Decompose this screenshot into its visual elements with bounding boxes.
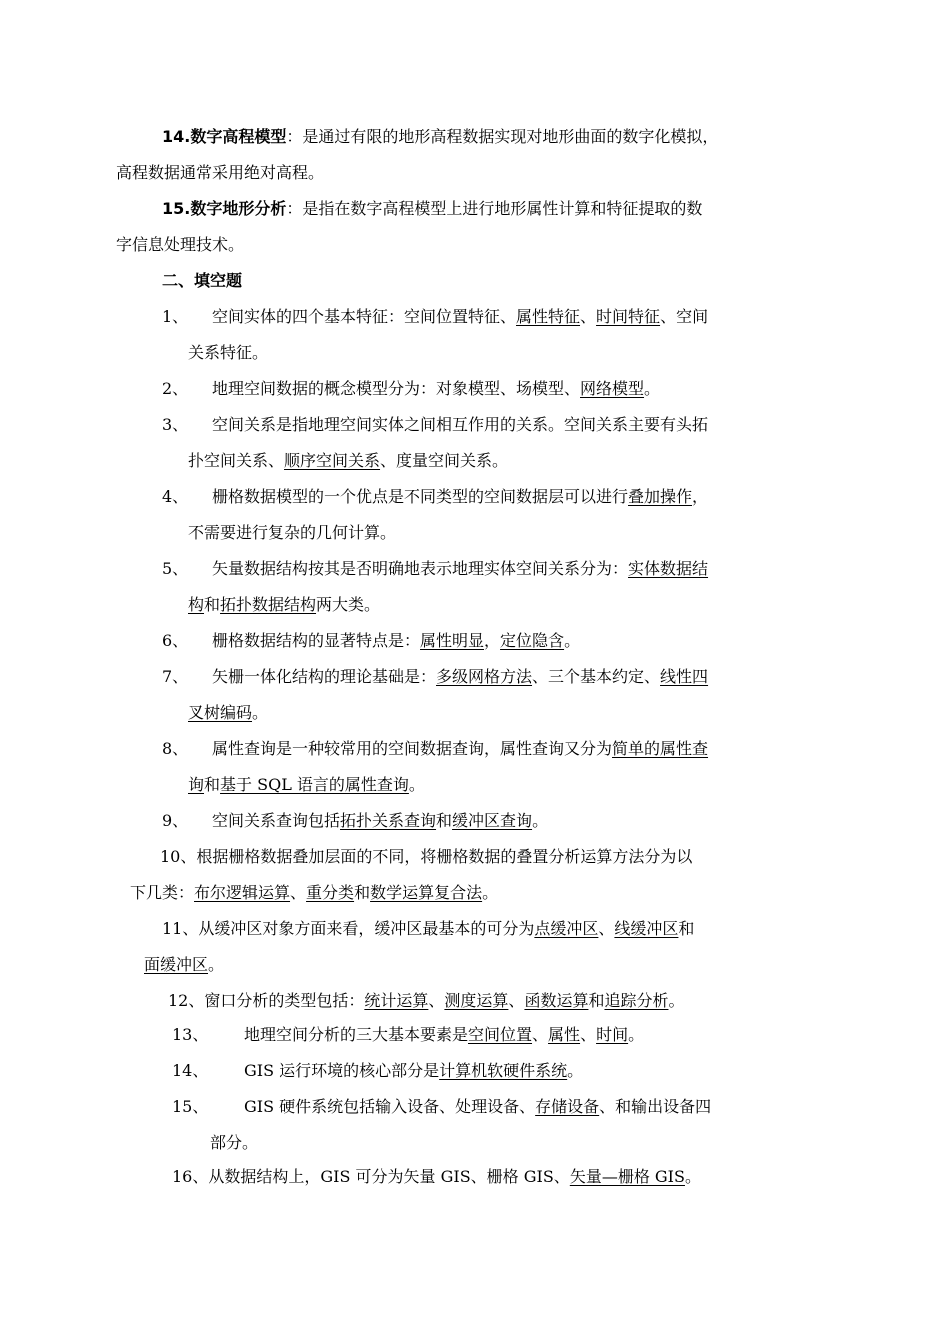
item-number: 1、 [162, 307, 189, 326]
answer-blank: 拓扑数据结构 [220, 595, 317, 614]
definition-text: 是通过有限的地形高程数据实现对地形曲面的数字化模拟， [302, 127, 719, 146]
answer-blank: 顺序空间关系 [284, 451, 381, 470]
definition-number: 14. [162, 127, 191, 146]
answer-blank: 实体数据结 [628, 559, 709, 578]
answer-blank: 计算机软硬件系统 [439, 1061, 568, 1080]
item-11-line1: 11、从缓冲区对象方面来看，缓冲区最基本的可分为点缓冲区、线缓冲区和 [162, 919, 695, 938]
item-number: 14、 [172, 1061, 209, 1080]
answer-blank: 函数运算 [524, 991, 589, 1010]
item-13: 13、 地理空间分析的三大基本要素是空间位置、属性、时间。 [172, 1025, 645, 1044]
answer-blank: 属性明显 [420, 631, 485, 650]
answer-blank: 线缓冲区 [614, 919, 679, 938]
item-16: 16、从数据结构上，GIS 可分为矢量 GIS、栅格 GIS、矢量—栅格 GIS。 [172, 1167, 701, 1186]
item-11-line2: 面缓冲区。 [144, 955, 225, 974]
answer-blank: 叠加操作 [628, 487, 693, 506]
item-14: 14、 GIS 运行环境的核心部分是计算机软硬件系统。 [172, 1061, 584, 1080]
definition-15-line2: 字信息处理技术。 [116, 235, 245, 254]
item-7-line1: 7、 矢栅一体化结构的理论基础是：多级网格方法、三个基本约定、线性四 [162, 667, 709, 686]
answer-blank: 询 [188, 775, 205, 794]
answer-blank: 测度运算 [444, 991, 509, 1010]
answer-blank: 线性四 [660, 667, 709, 686]
answer-blank: 布尔逻辑运算 [194, 883, 291, 902]
item-number: 7、 [162, 667, 189, 686]
answer-blank: 存储设备 [535, 1097, 600, 1116]
answer-blank: 基于 SQL 语言的属性查询 [220, 775, 409, 794]
item-12: 12、窗口分析的类型包括：统计运算、测度运算、函数运算和追踪分析。 [168, 991, 685, 1010]
item-9: 9、 空间关系查询包括拓扑关系查询和缓冲区查询。 [162, 811, 549, 830]
answer-blank: 拓扑关系查询 [340, 811, 437, 830]
item-4-line1: 4、 栅格数据模型的一个优点是不同类型的空间数据层可以进行叠加操作， [162, 487, 709, 506]
section-title: 二、填空题 [162, 271, 243, 290]
item-10-line2: 下几类：布尔逻辑运算、重分类和数学运算复合法。 [130, 883, 499, 902]
item-number: 6、 [162, 631, 189, 650]
item-number: 15、 [172, 1097, 209, 1116]
answer-blank: 时间 [596, 1025, 629, 1044]
answer-blank: 多级网格方法 [436, 667, 533, 686]
item-2: 2、 地理空间数据的概念模型分为：对象模型、场模型、网络模型。 [162, 379, 661, 398]
answer-blank: 构 [188, 595, 205, 614]
answer-blank: 面缓冲区 [144, 955, 209, 974]
answer-blank: 定位隐含 [500, 631, 565, 650]
definition-15-line1: 15.数字地形分析：是指在数字高程模型上进行地形属性计算和特征提取的数 [162, 199, 703, 218]
item-3-line1: 3、 空间关系是指地理空间实体之间相互作用的关系。空间关系主要有头拓 [162, 415, 709, 434]
answer-blank: 矢量—栅格 GIS [569, 1167, 685, 1186]
item-number: 13、 [172, 1025, 209, 1044]
answer-blank: 网络模型 [580, 379, 645, 398]
answer-blank: 简单的属性查 [612, 739, 709, 758]
item-3-line2: 扑空间关系、顺序空间关系、度量空间关系。 [188, 451, 509, 470]
definition-14-line2: 高程数据通常采用绝对高程。 [116, 163, 325, 182]
item-number: 3、 [162, 415, 189, 434]
answer-blank: 空间位置 [468, 1025, 533, 1044]
item-1-line1: 1、 空间实体的四个基本特征：空间位置特征、属性特征、时间特征、空间 [162, 307, 709, 326]
item-8-line2: 询和基于 SQL 语言的属性查询。 [188, 775, 425, 794]
item-5-line1: 5、 矢量数据结构按其是否明确地表示地理实体空间关系分为：实体数据结 [162, 559, 709, 578]
answer-blank: 点缓冲区 [534, 919, 599, 938]
definition-number: 15. [162, 199, 191, 218]
answer-blank: 统计运算 [364, 991, 429, 1010]
item-6: 6、 栅格数据结构的显著特点是：属性明显，定位隐含。 [162, 631, 581, 650]
item-10-line1: 10、根据栅格数据叠加层面的不同，将栅格数据的叠置分析运算方法分为以 [160, 847, 693, 866]
answer-blank: 时间特征 [596, 307, 661, 326]
answer-blank: 数学运算复合法 [370, 883, 483, 902]
answer-blank: 重分类 [306, 883, 355, 902]
answer-blank: 属性特征 [516, 307, 581, 326]
definition-text: 是指在数字高程模型上进行地形属性计算和特征提取的数 [302, 199, 703, 218]
item-15-line1: 15、 GIS 硬件系统包括输入设备、处理设备、存储设备、和输出设备四 [172, 1097, 712, 1116]
item-4-line2: 不需要进行复杂的几何计算。 [188, 523, 397, 542]
answer-blank: 属性 [548, 1025, 581, 1044]
item-15-line2: 部分。 [210, 1133, 259, 1152]
item-number: 4、 [162, 487, 189, 506]
item-7-line2: 叉树编码。 [188, 703, 269, 722]
item-number: 8、 [162, 739, 189, 758]
definition-term: 数字高程模型 [190, 127, 287, 146]
definition-14-line1: 14.数字高程模型：是通过有限的地形高程数据实现对地形曲面的数字化模拟， [162, 127, 719, 146]
item-1-line2: 关系特征。 [188, 343, 269, 362]
answer-blank: 叉树编码 [188, 703, 253, 722]
item-number: 2、 [162, 379, 189, 398]
item-number: 5、 [162, 559, 189, 578]
item-5-line2: 构和拓扑数据结构两大类。 [188, 595, 381, 614]
answer-blank: 追踪分析 [604, 991, 669, 1010]
item-number: 9、 [162, 811, 189, 830]
item-8-line1: 8、 属性查询是一种较常用的空间数据查询，属性查询又分为简单的属性查 [162, 739, 709, 758]
definition-term: 数字地形分析 [190, 199, 287, 218]
answer-blank: 缓冲区查询 [452, 811, 533, 830]
